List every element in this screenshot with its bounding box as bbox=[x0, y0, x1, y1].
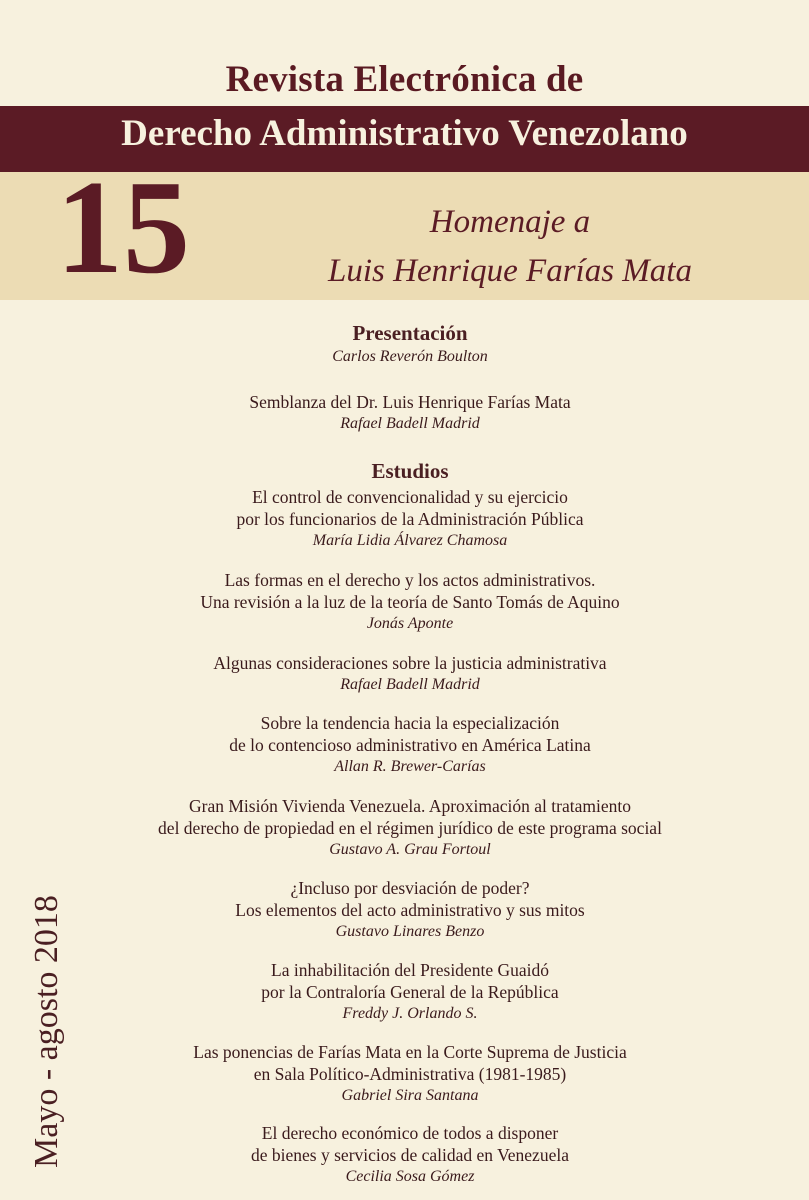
article-entry bbox=[100, 652, 720, 695]
article-author: Gustavo A. Grau Fortoul bbox=[329, 841, 491, 858]
issue-date: Mayo - agosto 2018 bbox=[28, 895, 65, 1168]
article-author: Allan R. Brewer-Carías bbox=[334, 758, 486, 775]
article-title-line1: La inhabilitación del Presidente Guaidó bbox=[271, 960, 549, 980]
article-entry bbox=[100, 1041, 720, 1106]
article-title-line1: El control de convencionalidad y su ejercicio bbox=[252, 487, 568, 507]
article-entry bbox=[100, 795, 720, 860]
homenaje-heading bbox=[300, 198, 720, 296]
article-author: Gabriel Sira Santana bbox=[341, 1087, 479, 1104]
article-title-line1: Algunas consideraciones sobre la justicia administrativa bbox=[213, 653, 607, 673]
article-title-line1: Gran Misión Vivienda Venezuela. Aproximación al tratamiento bbox=[188, 796, 631, 816]
homenaje-line1: Homenaje a bbox=[429, 204, 591, 240]
article-author: María Lidia Álvarez Chamosa bbox=[312, 532, 508, 549]
article-title-line1: ¿Incluso por desviación de poder? bbox=[290, 878, 530, 898]
semblanza-entry bbox=[100, 391, 720, 434]
presentacion-section bbox=[100, 321, 720, 367]
estudios-title: Estudios bbox=[371, 459, 449, 483]
estudios-heading bbox=[100, 459, 720, 484]
article-title-line1: El derecho económico de todos a disponer bbox=[261, 1123, 559, 1143]
article-author: Jonás Aponte bbox=[366, 615, 454, 632]
article-title-line2: de bienes y servicios de calidad en Venezuela bbox=[251, 1145, 569, 1165]
presentacion-heading: Presentación bbox=[352, 321, 468, 345]
article-author: Freddy J. Orlando S. bbox=[342, 1005, 478, 1022]
semblanza-author: Rafael Badell Madrid bbox=[340, 415, 480, 432]
presentacion-author: Carlos Reverón Boulton bbox=[332, 348, 488, 365]
article-entry bbox=[100, 486, 720, 551]
article-entry bbox=[100, 569, 720, 634]
article-title-line2: de lo contencioso administrativo en América Latina bbox=[229, 735, 591, 755]
article-title-line2: en Sala Político-Administrativa (1981-1985) bbox=[253, 1064, 567, 1084]
issue-number: 15 bbox=[56, 153, 190, 301]
article-title-line2: Los elementos del acto administrativo y sus mitos bbox=[235, 900, 585, 920]
journal-title-line1: Revista Electrónica de bbox=[225, 59, 584, 100]
article-title-line1: Las formas en el derecho y los actos administrativos. bbox=[224, 570, 596, 590]
article-entry bbox=[100, 877, 720, 942]
article-title-line1: Las ponencias de Farías Mata en la Corte Suprema de Justicia bbox=[193, 1042, 627, 1062]
article-title-line2: Una revisión a la luz de la teoría de Santo Tomás de Aquino bbox=[200, 592, 620, 612]
article-entry bbox=[100, 712, 720, 777]
semblanza-title: Semblanza del Dr. Luis Henrique Farías Mata bbox=[249, 392, 571, 412]
homenaje-line2: Luis Henrique Farías Mata bbox=[328, 253, 692, 289]
article-title-line2: del derecho de propiedad en el régimen jurídico de este programa social bbox=[158, 818, 662, 838]
article-entry bbox=[100, 959, 720, 1024]
article-author: Cecilia Sosa Gómez bbox=[345, 1168, 475, 1185]
journal-title-line2: Derecho Administrativo Venezolano bbox=[121, 113, 688, 154]
article-author: Gustavo Linares Benzo bbox=[335, 923, 485, 940]
article-title-line2: por la Contraloría General de la República bbox=[261, 982, 559, 1002]
article-title-line1: Sobre la tendencia hacia la especialización bbox=[260, 713, 560, 733]
article-author: Rafael Badell Madrid bbox=[340, 676, 480, 693]
article-entry bbox=[100, 1122, 720, 1187]
article-title-line2: por los funcionarios de la Administración Pública bbox=[236, 509, 584, 529]
